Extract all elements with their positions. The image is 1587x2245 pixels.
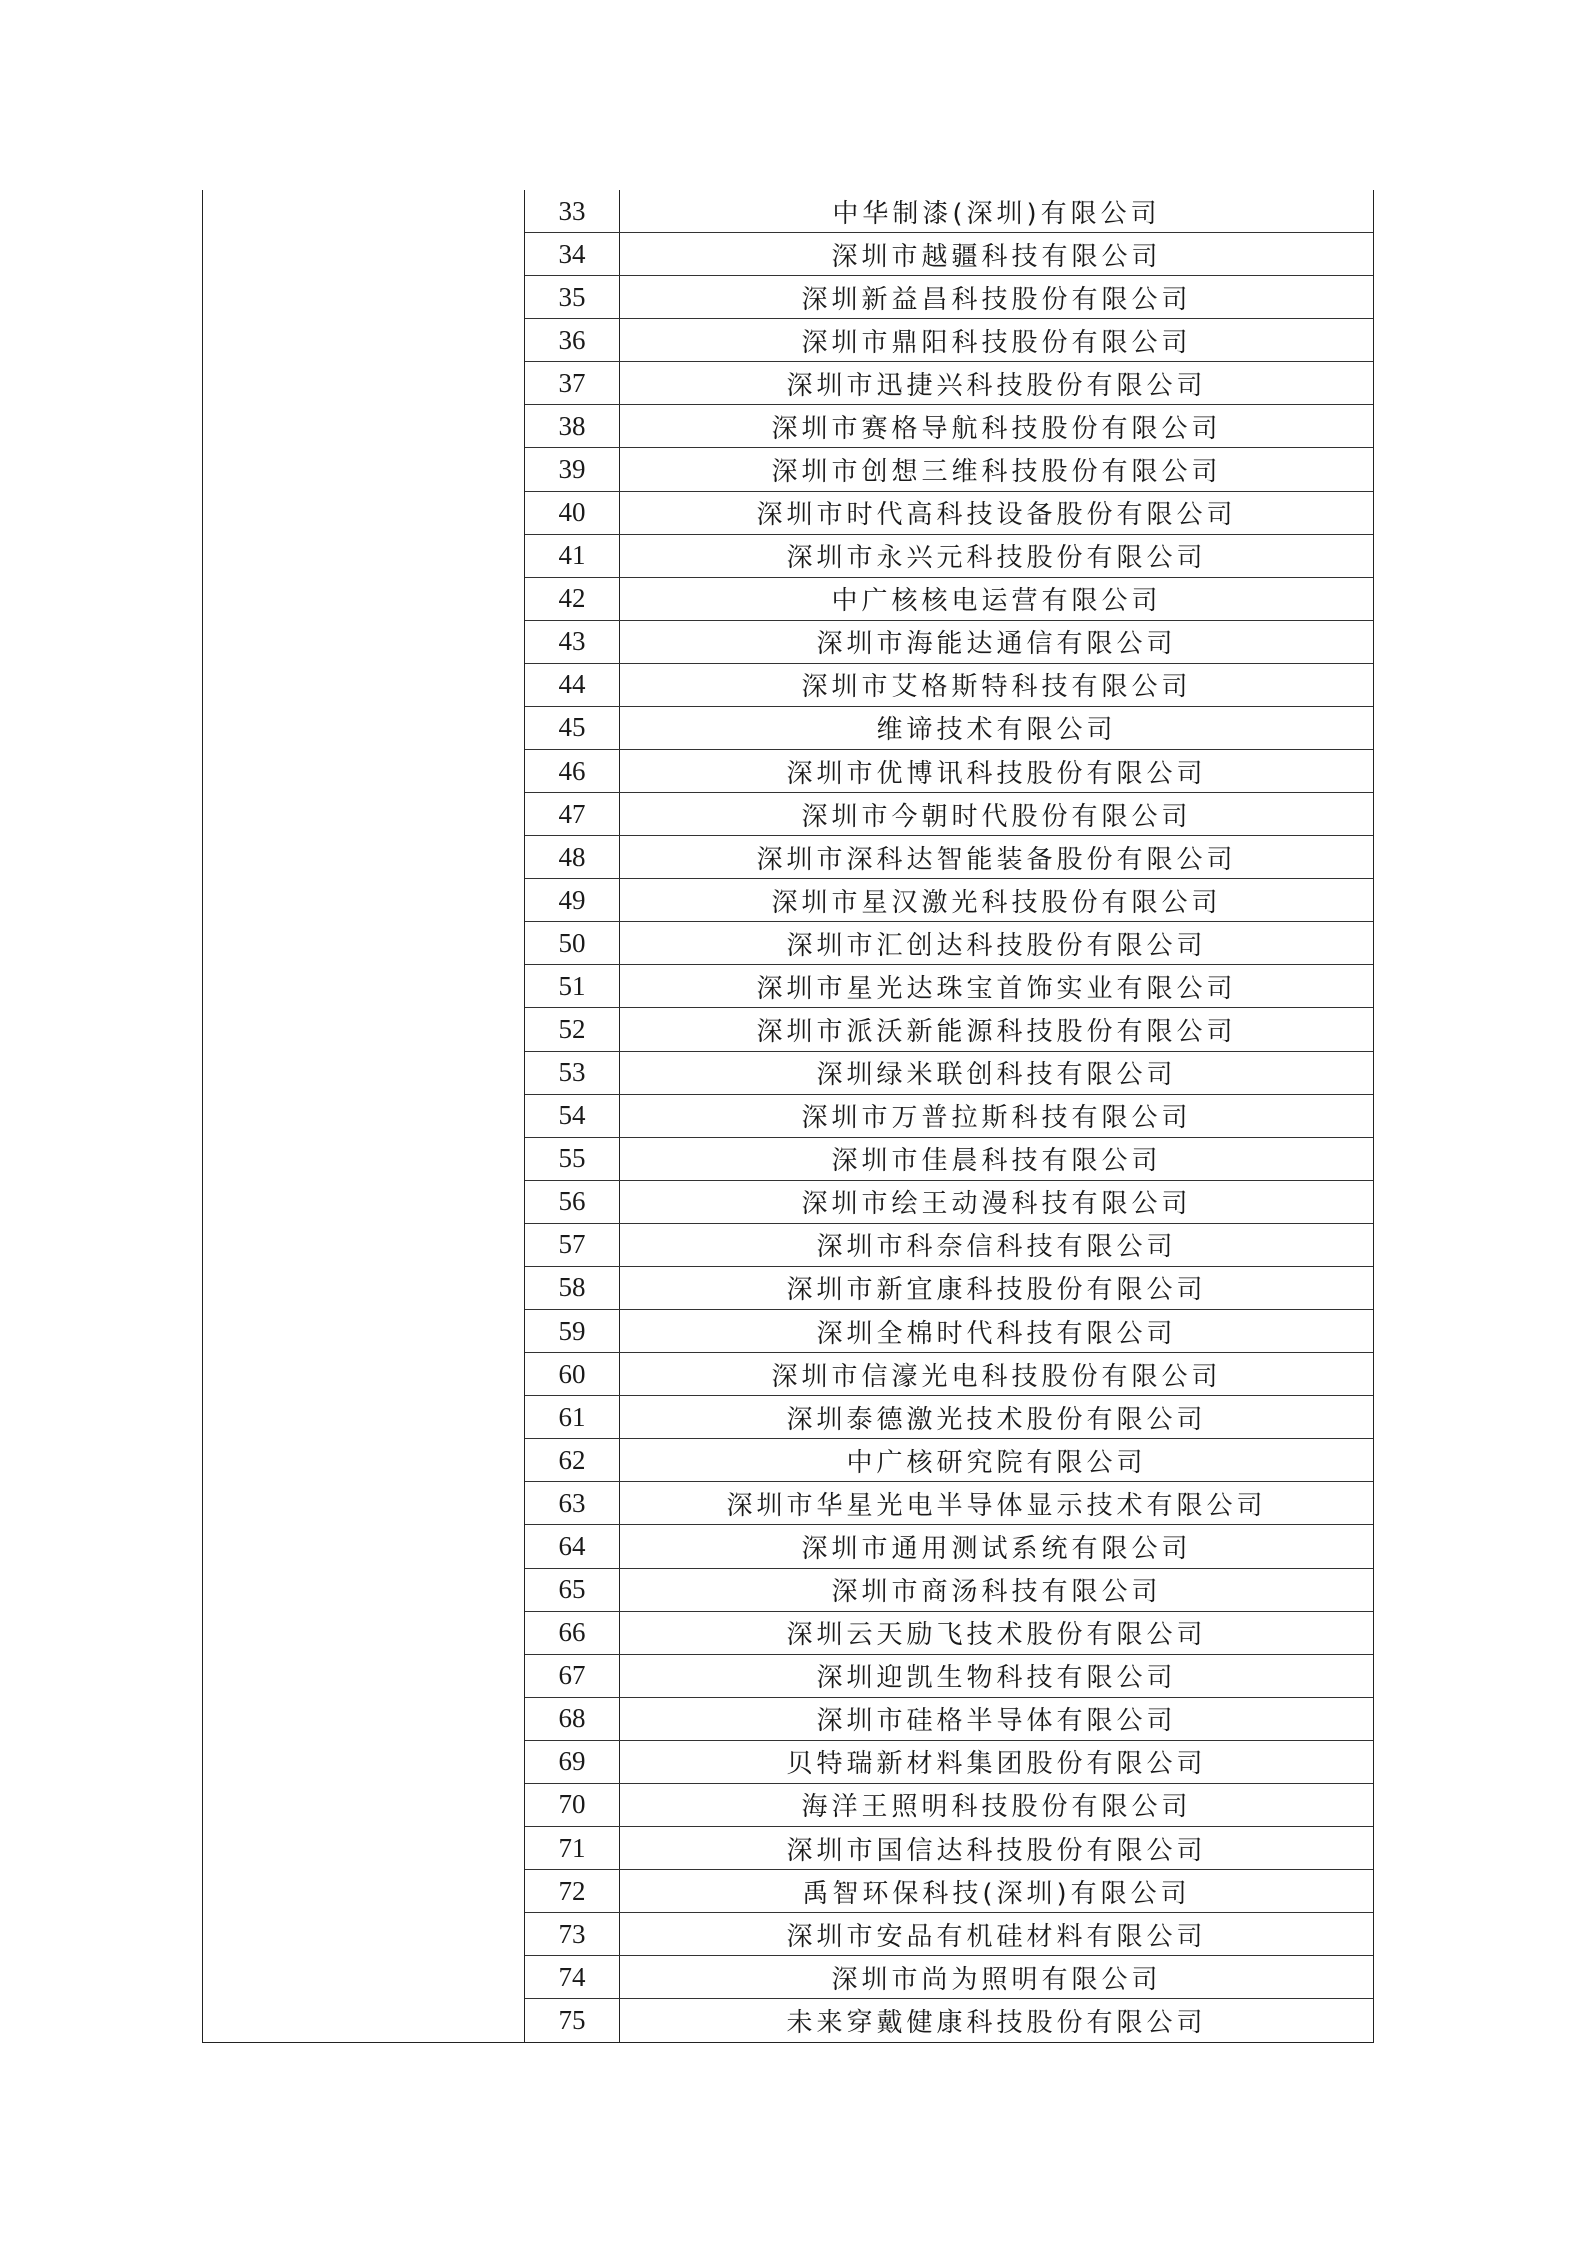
company-name: 深圳市迅捷兴科技股份有限公司 [786,370,1207,401]
row-number: 61 [525,1396,620,1438]
row-number: 38 [525,405,620,447]
table-row [525,1353,1373,1396]
table-row [525,922,1373,965]
table-row [525,621,1373,664]
row-number: 73 [525,1913,620,1955]
company-name: 深圳市鼎阳科技股份有限公司 [801,327,1192,358]
table-row [525,1569,1373,1612]
row-number: 47 [525,793,620,835]
row-number: 33 [525,190,620,232]
company-name: 深圳市通用测试系统有限公司 [801,1533,1192,1564]
company-name: 深圳市海能达通信有限公司 [816,629,1177,660]
row-number: 45 [525,707,620,749]
company-name: 深圳绿米联创科技有限公司 [816,1060,1177,1091]
company-name: 深圳市安品有机硅材料有限公司 [786,1921,1207,1952]
table-row [525,1224,1373,1267]
row-number: 71 [525,1827,620,1869]
table-row [525,1956,1373,1999]
table-row [525,965,1373,1008]
company-name: 中华制漆(深圳)有限公司 [832,198,1161,229]
table-row [525,362,1373,405]
table-row [525,707,1373,750]
company-name: 中广核研究院有限公司 [846,1447,1147,1478]
row-number: 50 [525,922,620,964]
row-number: 37 [525,362,620,404]
row-number: 60 [525,1353,620,1395]
table-row [525,1827,1373,1870]
row-number: 42 [525,578,620,620]
row-number: 35 [525,276,620,318]
table-row [525,1008,1373,1051]
table-row [525,1267,1373,1310]
table-row [525,405,1373,448]
table-row [525,492,1373,535]
company-name: 深圳市新宜康科技股份有限公司 [786,1275,1207,1306]
row-number: 59 [525,1310,620,1352]
company-name: 未来穿戴健康科技股份有限公司 [786,2008,1207,2039]
company-name: 深圳市佳晨科技有限公司 [831,1146,1162,1177]
company-name: 深圳市创想三维科技股份有限公司 [771,457,1222,487]
company-name: 深圳市优博讯科技股份有限公司 [786,758,1207,789]
table-row [525,1482,1373,1525]
table-row [525,276,1373,319]
table-row [525,1138,1373,1181]
table-row [525,1870,1373,1913]
company-name: 海洋王照明科技股份有限公司 [801,1792,1192,1823]
category-cell [203,190,525,2042]
table-row [525,190,1373,233]
table-row [525,1095,1373,1138]
row-number: 64 [525,1525,620,1567]
row-number: 68 [525,1698,620,1740]
company-name: 深圳市尚为照明有限公司 [831,1964,1162,1995]
row-number: 63 [525,1482,620,1524]
row-number: 51 [525,965,620,1007]
company-name: 深圳市科奈信科技有限公司 [816,1232,1177,1263]
row-number: 75 [525,1999,620,2042]
row-number: 36 [525,319,620,361]
company-name: 深圳市汇创达科技股份有限公司 [786,930,1207,961]
row-number: 67 [525,1655,620,1697]
company-name: 深圳市绘王动漫科技有限公司 [801,1189,1192,1220]
company-name: 深圳迎凯生物科技有限公司 [816,1663,1177,1694]
company-name: 深圳市星光达珠宝首饰实业有限公司 [756,973,1237,1004]
table-row [525,1784,1373,1827]
company-name: 深圳市永兴元科技股份有限公司 [786,543,1207,574]
row-number: 57 [525,1224,620,1266]
row-number: 39 [525,448,620,490]
row-number: 55 [525,1138,620,1180]
table-row [525,1181,1373,1224]
company-name: 深圳市越疆科技有限公司 [831,241,1162,272]
company-list-table [202,190,1374,2043]
row-number: 43 [525,621,620,663]
company-name: 深圳市星汉激光科技股份有限公司 [771,887,1222,918]
table-row [525,1439,1373,1482]
company-name: 深圳市国信达科技股份有限公司 [786,1835,1207,1866]
row-number: 69 [525,1741,620,1783]
company-name: 深圳市万普拉斯科技有限公司 [801,1103,1192,1134]
row-number: 65 [525,1569,620,1611]
company-name: 禹智环保科技(深圳)有限公司 [802,1878,1191,1909]
company-name: 贝特瑞新材料集团股份有限公司 [786,1749,1207,1780]
row-number: 66 [525,1612,620,1654]
company-name: 深圳全棉时代科技有限公司 [816,1318,1177,1349]
table-row [525,1396,1373,1439]
table-row [525,319,1373,362]
row-number: 56 [525,1181,620,1223]
table-row [525,578,1373,621]
company-name: 维谛技术有限公司 [876,715,1117,746]
row-number: 52 [525,1008,620,1050]
row-number: 44 [525,664,620,706]
table-row [525,535,1373,578]
row-number: 74 [525,1956,620,1998]
table-row [525,1655,1373,1698]
company-name: 深圳市艾格斯特科技有限公司 [801,672,1192,703]
company-name: 深圳云天励飞技术股份有限公司 [786,1620,1207,1651]
row-number: 41 [525,535,620,577]
row-number: 34 [525,233,620,275]
table-row [525,448,1373,491]
row-number: 49 [525,879,620,921]
table-row [525,1698,1373,1741]
company-name: 深圳市信濠光电科技股份有限公司 [771,1361,1222,1392]
table-row [525,1741,1373,1784]
table-row [525,1052,1373,1095]
row-number: 72 [525,1870,620,1912]
company-name: 中广核核电运营有限公司 [831,586,1162,617]
row-number: 70 [525,1784,620,1826]
table-row [525,1913,1373,1956]
company-name: 深圳市硅格半导体有限公司 [816,1706,1177,1737]
company-name: 深圳市华星光电半导体显示技术有限公司 [726,1490,1267,1521]
company-name: 深圳市赛格导航科技股份有限公司 [771,413,1222,444]
row-number: 40 [525,492,620,534]
row-number: 54 [525,1095,620,1137]
table-rows [525,190,1373,2042]
company-name: 深圳市今朝时代股份有限公司 [801,801,1192,832]
table-row [525,836,1373,879]
company-name: 深圳市深科达智能装备股份有限公司 [756,844,1237,875]
row-number: 58 [525,1267,620,1309]
company-name: 深圳泰德激光技术股份有限公司 [786,1404,1207,1435]
company-name: 深圳市时代高科技设备股份有限公司 [756,500,1237,531]
row-number: 48 [525,836,620,878]
company-name: 深圳新益昌科技股份有限公司 [801,284,1192,315]
table-row [525,664,1373,707]
table-row [525,1612,1373,1655]
table-row [525,750,1373,793]
table-row [525,233,1373,276]
company-name: 深圳市商汤科技有限公司 [831,1577,1162,1608]
table-row [525,1525,1373,1568]
table-row [525,793,1373,836]
row-number: 53 [525,1052,620,1094]
company-name: 深圳市派沃新能源科技股份有限公司 [756,1017,1237,1048]
table-row [525,1999,1373,2042]
table-row [525,1310,1373,1353]
table-row [525,879,1373,922]
row-number: 46 [525,750,620,792]
row-number: 62 [525,1439,620,1481]
